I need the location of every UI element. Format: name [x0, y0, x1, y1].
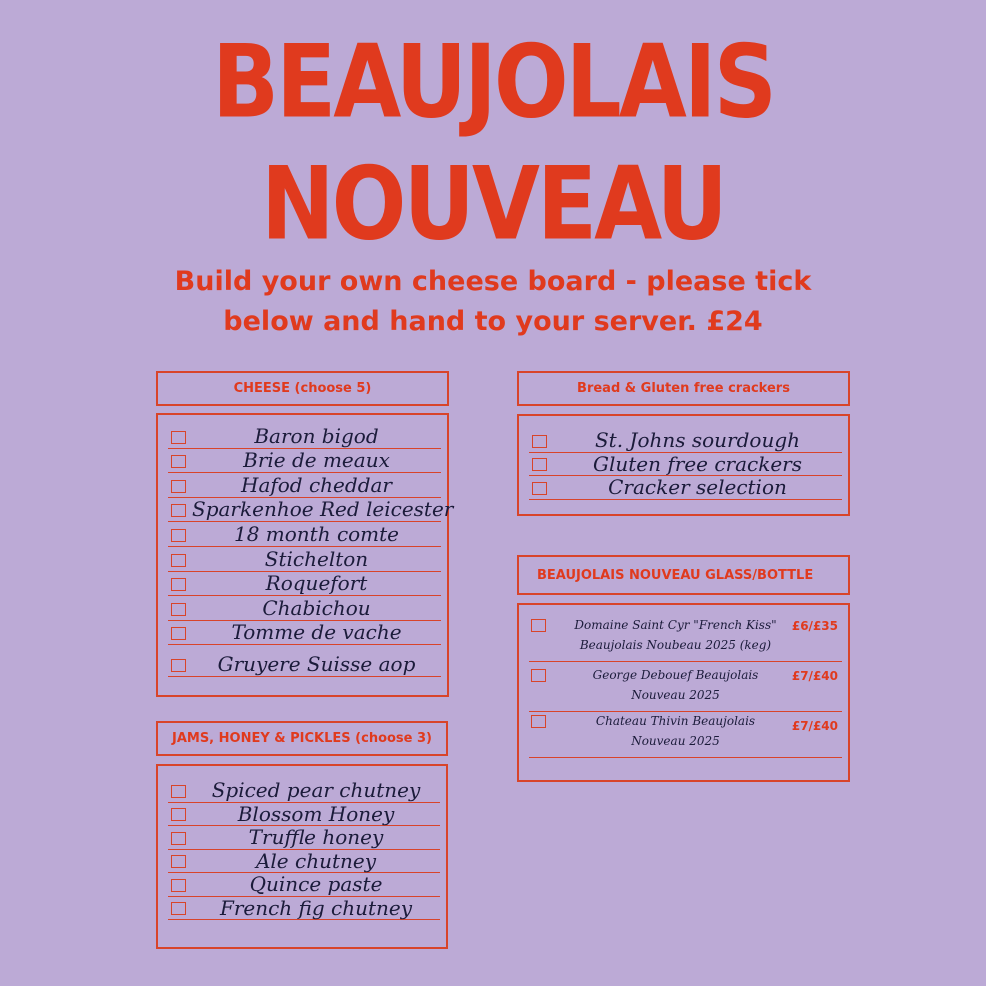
jams-checkbox[interactable] [171, 855, 186, 868]
jams-checkbox[interactable] [171, 879, 186, 892]
cheese-item-label: Baron bigod [254, 423, 379, 448]
jams-checkbox[interactable] [171, 832, 186, 845]
jams-checkbox[interactable] [171, 785, 186, 798]
wine-row [529, 665, 842, 712]
wine-name-line-1: Chateau Thivin Beaujolais [595, 714, 756, 728]
title-line-1: BEAUJOLAIS [212, 22, 774, 141]
cheese-checkbox[interactable] [171, 627, 186, 640]
jams-row [168, 802, 440, 827]
jams-checkbox[interactable] [171, 902, 186, 915]
wine-name-line-1: George Debouef Beaujolais [592, 668, 759, 682]
cheese-row [168, 546, 441, 572]
wine-name-line-2: Beaujolais Noubeau 2025 (keg) [579, 638, 772, 652]
cheese-checkbox[interactable] [171, 529, 186, 542]
wine-checkbox[interactable] [531, 715, 546, 728]
bread-header: Bread & Gluten free crackers [517, 371, 850, 406]
jams-header: JAMS, HONEY & PICKLES (choose 3) [156, 721, 448, 756]
bread-row [529, 428, 842, 453]
cheese-item-label: Roquefort [265, 571, 368, 596]
cheese-row [168, 595, 441, 621]
bread-checkbox[interactable] [532, 435, 547, 448]
bread-checkbox[interactable] [532, 482, 547, 495]
wine-header: BEAUJOLAIS NOUVEAU GLASS/BOTTLE [517, 555, 850, 595]
cheese-item-label: Chabichou [262, 595, 371, 620]
cheese-row [168, 497, 454, 523]
bread-row [529, 452, 842, 477]
wine-checkbox[interactable] [531, 619, 546, 632]
jams-item-label: Truffle honey [248, 825, 384, 849]
subtitle-line-1: Build your own cheese board - please tick [174, 266, 812, 297]
jams-item-label: Ale chutney [255, 848, 377, 873]
wine-name-line-2: Nouveau 2025 [631, 734, 720, 748]
title-line-2: NOUVEAU [261, 144, 725, 263]
cheese-item-label: Gruyere Suisse aop [217, 652, 416, 677]
cheese-checkbox[interactable] [171, 554, 186, 567]
cheese-list [156, 413, 454, 697]
cheese-row [168, 571, 441, 597]
jams-row [168, 872, 440, 897]
cheese-item-label: Brie de meaux [243, 448, 390, 473]
bread-item-label: Cracker selection [608, 475, 787, 499]
wine-name-line-1: Domaine Saint Cyr "French Kiss" [574, 618, 777, 632]
cheese-row [168, 472, 441, 498]
wine-price: £7/£40 [791, 669, 838, 683]
cheese-checkbox[interactable] [171, 578, 186, 591]
wine-checkbox[interactable] [531, 669, 546, 682]
bread-item-label: St. Johns sourdough [594, 428, 801, 452]
cheese-item-label: Sparkenhoe Red leicester [192, 497, 454, 522]
cheese-item-label: Hafod cheddar [241, 472, 392, 497]
cheese-item-label: Tomme de vache [231, 620, 402, 645]
subtitle [90, 262, 896, 342]
cheese-row [168, 620, 441, 646]
bread-list [517, 414, 850, 516]
jams-row [168, 825, 440, 850]
cheese-row [168, 644, 441, 677]
cheese-item-label: 18 month comte [233, 521, 400, 546]
wine-name-line-2: Nouveau 2025 [631, 688, 720, 702]
jams-row [168, 896, 440, 921]
wine-price: £6/£35 [791, 619, 838, 633]
wine-price: £7/£40 [791, 719, 838, 733]
cheese-checkbox[interactable] [171, 431, 186, 444]
wine-list [517, 603, 850, 782]
cheese-checkbox[interactable] [171, 659, 186, 672]
cheese-checkbox[interactable] [171, 480, 186, 493]
jams-checkbox[interactable] [171, 808, 186, 821]
subtitle-line-2: below and hand to your server. £24 [223, 306, 763, 337]
bread-checkbox[interactable] [532, 458, 547, 471]
bread-item-label: Gluten free crackers [592, 451, 803, 476]
jams-item-label: Quince paste [249, 872, 383, 896]
cheese-checkbox[interactable] [171, 504, 186, 517]
bread-row [529, 475, 842, 500]
cheese-checkbox[interactable] [171, 603, 186, 616]
wine-row [529, 711, 842, 758]
cheese-item-label: Stichelton [264, 546, 369, 571]
cheese-row [168, 521, 441, 547]
jams-row [168, 849, 440, 874]
jams-item-label: French fig chutney [219, 895, 413, 920]
cheese-row [168, 423, 441, 449]
jams-item-label: Blossom Honey [237, 801, 395, 826]
cheese-header: CHEESE (choose 5) [156, 371, 449, 406]
jams-item-label: Spiced pear chutney [211, 778, 421, 802]
jams-list [156, 764, 448, 949]
cheese-row [168, 448, 441, 474]
wine-row [529, 615, 842, 662]
cheese-checkbox[interactable] [171, 455, 186, 468]
jams-row [168, 778, 440, 803]
